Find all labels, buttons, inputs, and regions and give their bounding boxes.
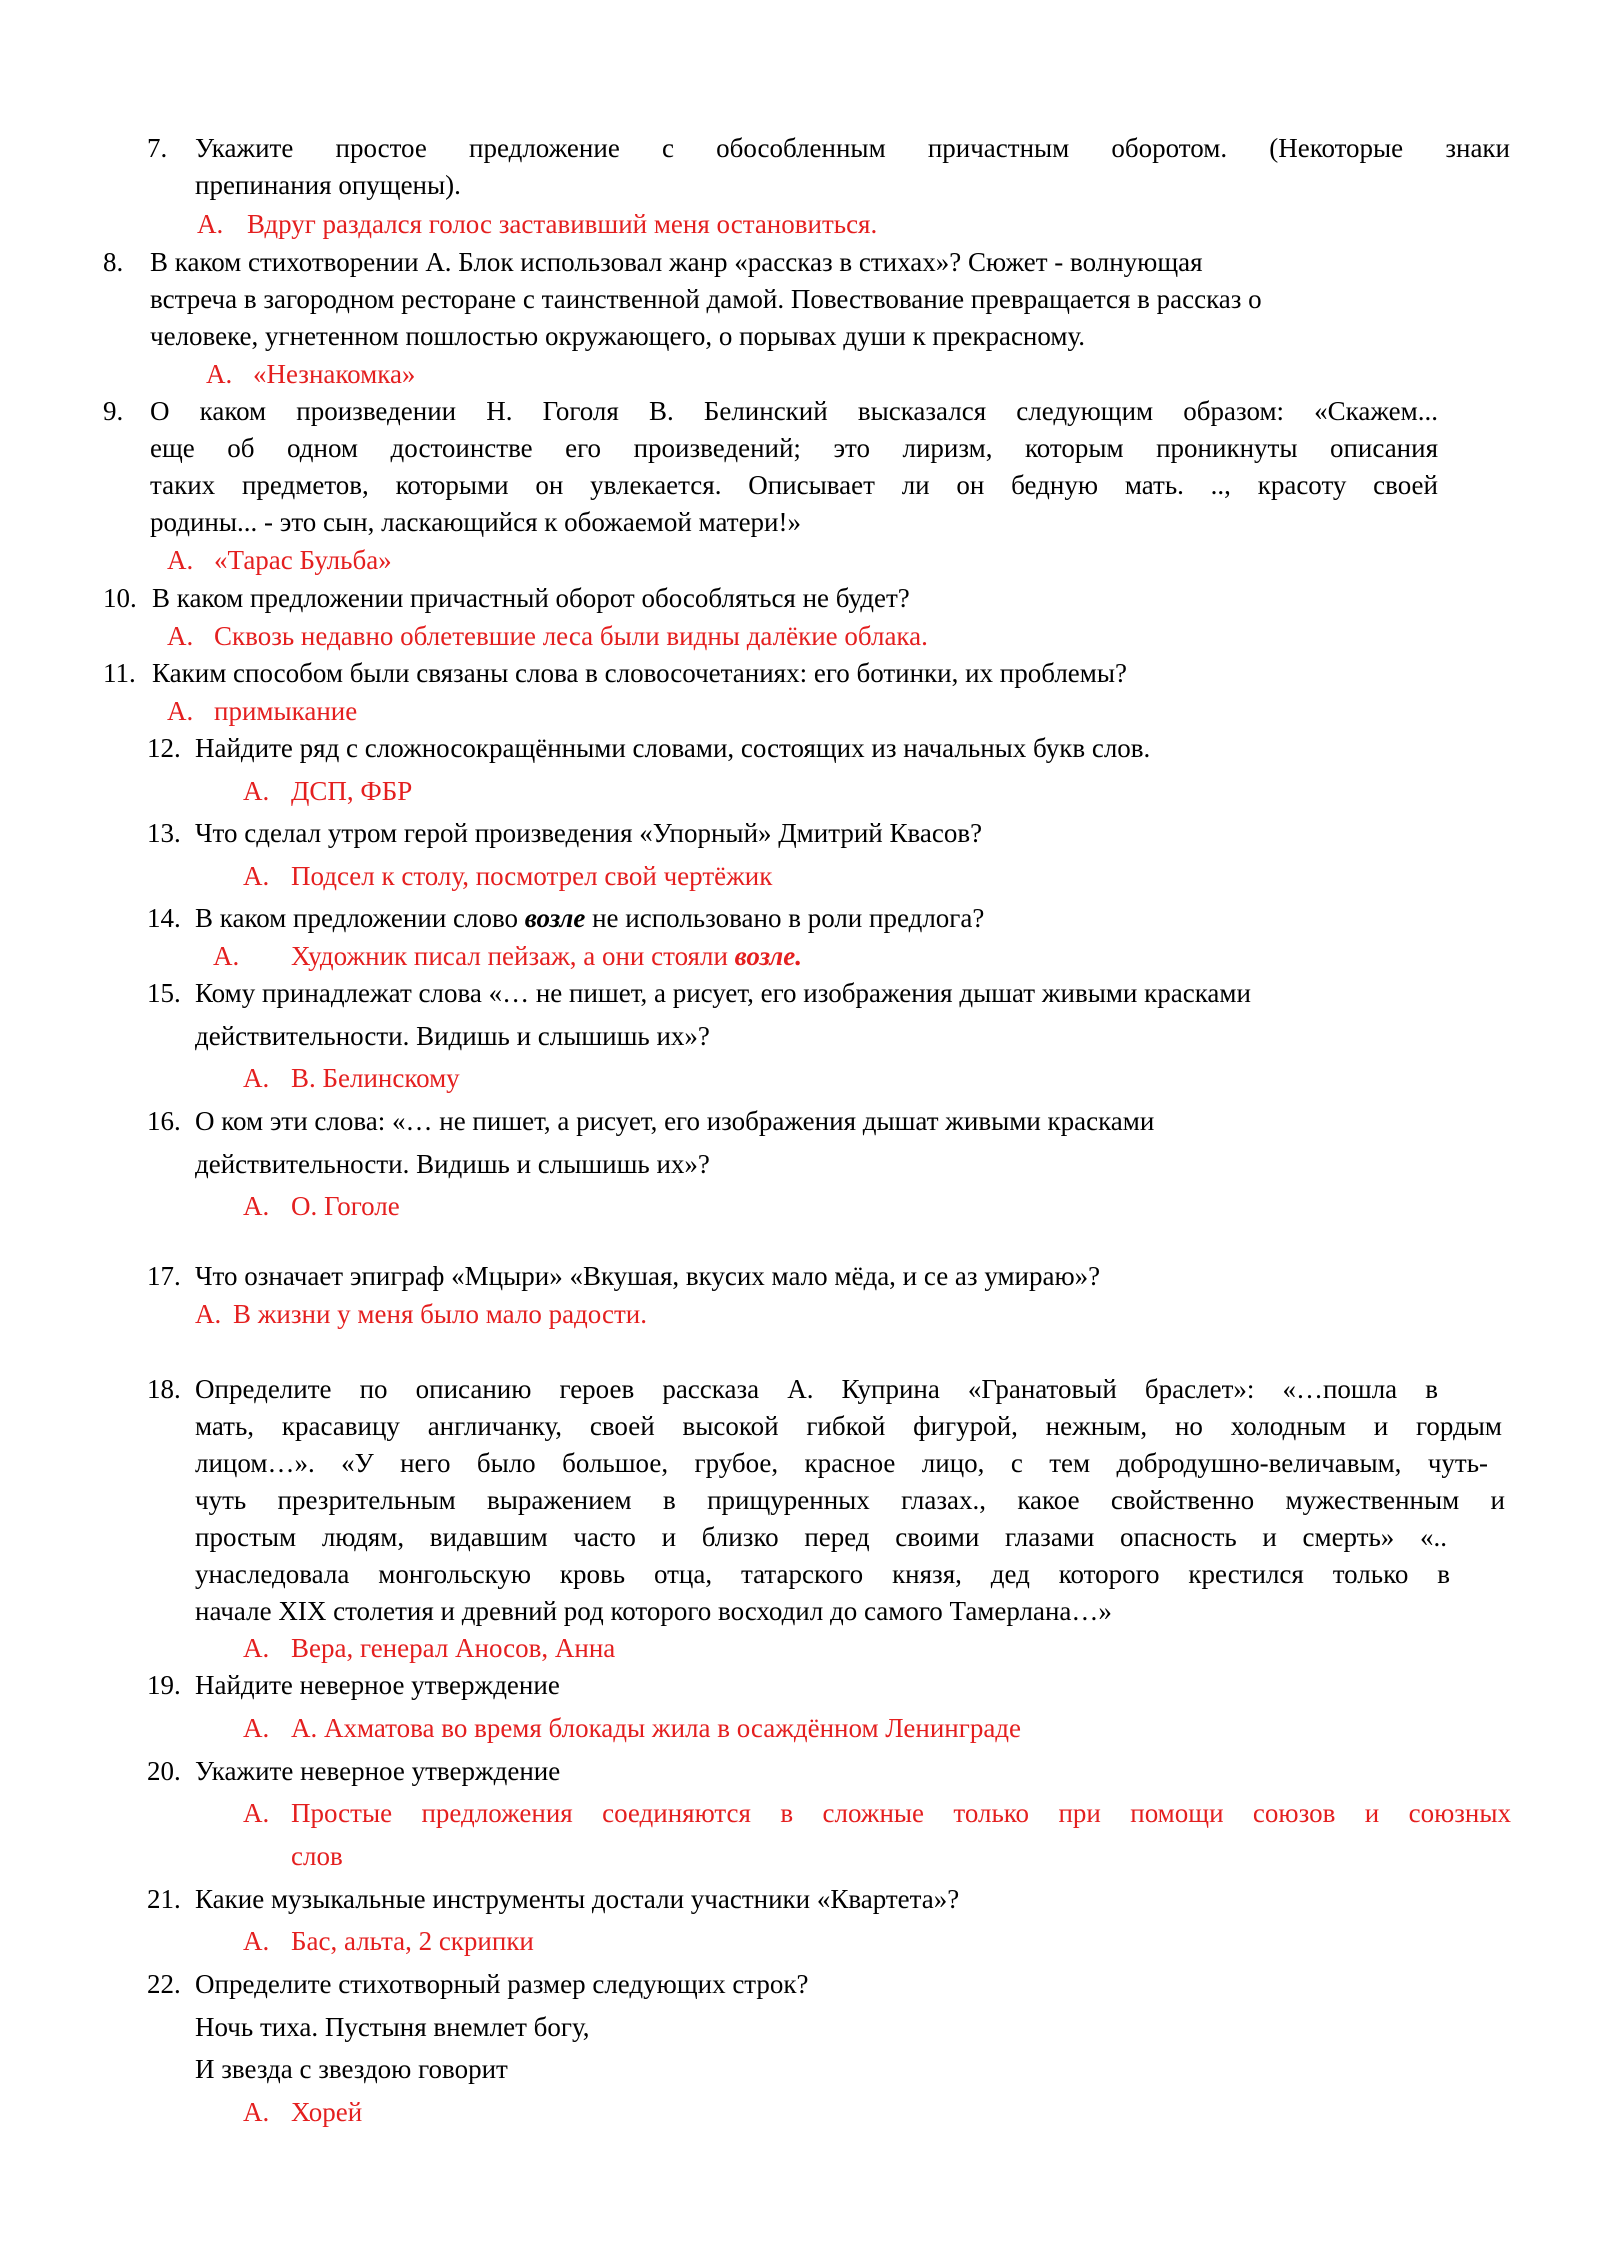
question-text: Найдите неверное утверждение <box>195 1670 560 1700</box>
answer-text: «Тарас Бульба» <box>214 545 392 575</box>
question-text: Укажите неверное утверждение <box>195 1756 561 1786</box>
question-number: 17. <box>147 1261 181 1291</box>
answer-label: А. <box>167 621 194 651</box>
poem-line: Ночь тиха. Пустыня внемлет богу, <box>195 2012 590 2042</box>
answer-label: А. <box>243 1063 270 1093</box>
question-number: 12. <box>147 733 181 763</box>
answer-text: «Незнакомка» <box>253 359 416 389</box>
question-number: 21. <box>147 1884 181 1914</box>
question-text: Кому принадлежат слова «… не пишет, а рисует, его изображения дышат живыми красками <box>195 978 1251 1008</box>
answer-text-part: Художник писал пейзаж, а они стояли <box>291 941 735 971</box>
answer-text: В. Белинскому <box>291 1063 460 1093</box>
question-number: 8. <box>103 247 124 277</box>
question-text: В каком стихотворении А. Блок использовал жанр «рассказ в стихах»? Сюжет - волнующая <box>150 247 1203 277</box>
answer-text: ДСП, ФБР <box>291 776 413 806</box>
answer-text: О. Гоголе <box>291 1191 400 1221</box>
question-text: препинания опущены). <box>195 170 461 200</box>
answer-label: А. <box>195 1299 222 1329</box>
answer-text: слов <box>291 1841 343 1871</box>
question-text: лицом…». «У него было большое, грубое, красное лицо, с тем добродушно-величавым, чуть- <box>195 1448 1488 1478</box>
question-text: О каком произведении Н. Гоголя В. Белинский высказался следующим образом: «Скажем... <box>150 396 1438 426</box>
question-text: начале XIX столетия и древний род которого восходил до самого Тамерлана…» <box>195 1596 1112 1626</box>
question-text: Что означает эпиграф «Мцыри» «Вкушая, вкусих мало мёда, и се аз умираю»? <box>195 1261 1101 1291</box>
question-text: Что сделал утром герой произведения «Упорный» Дмитрий Квасов? <box>195 818 983 848</box>
question-text: еще об одном достоинстве его произведений; это лиризм, которым проникнуты описания <box>150 433 1438 463</box>
question-number: 15. <box>147 978 181 1008</box>
answer-label: А. <box>243 1798 270 1828</box>
emphasized-word: возле <box>524 903 586 933</box>
question-text: В каком предложении причастный оборот обособляться не будет? <box>152 583 910 613</box>
question-number: 11. <box>103 658 136 688</box>
answer-text: А. Ахматова во время блокады жила в осаждённом Ленинграде <box>291 1713 1022 1743</box>
question-text: встреча в загородном ресторане с таинственной дамой. Повествование превращается в рассказ о <box>150 284 1262 314</box>
answer-text <box>291 938 802 975</box>
answer-text: Подсел к столу, посмотрел свой чертёжик <box>291 861 773 891</box>
answer-label: А. <box>243 1191 270 1221</box>
question-text: Определите по описанию героев рассказа А. Куприна «Гранатовый браслет»: «…пошла в <box>195 1374 1438 1404</box>
question-number: 19. <box>147 1670 181 1700</box>
poem-line: И звезда с звездою говорит <box>195 2054 508 2084</box>
question-text-part: В каком предложении слово <box>195 903 525 933</box>
question-text: действительности. Видишь и слышишь их»? <box>195 1149 710 1179</box>
answer-label: А. <box>197 209 224 239</box>
question-text: Какие музыкальные инструменты достали участники «Квартета»? <box>195 1884 960 1914</box>
answer-label: А. <box>243 861 270 891</box>
question-text: Укажите простое предложение с обособленным причастным оборотом. (Некоторые знаки <box>195 133 1510 163</box>
answer-label: А. <box>243 776 270 806</box>
question-number: 10. <box>103 583 137 613</box>
question-number: 9. <box>103 396 124 426</box>
answer-label: А. <box>243 1713 270 1743</box>
question-text: Найдите ряд с сложносокращёнными словами, состоящих из начальных букв слов. <box>195 733 1151 763</box>
question-number: 16. <box>147 1106 181 1136</box>
answer-label: А. <box>243 1633 270 1663</box>
answer-label: А. <box>167 696 194 726</box>
answer-text: В жизни у меня было мало радости. <box>233 1299 647 1329</box>
question-text: человеке, угнетенном пошлостью окружающего, о порывах души к прекрасному. <box>150 321 1085 351</box>
question-text: родины... - это сын, ласкающийся к обожаемой матери!» <box>150 507 801 537</box>
question-text: унаследовала монгольскую кровь отца, татарского князя, дед которого крестился только в <box>195 1559 1450 1589</box>
answer-text: Вера, генерал Аносов, Анна <box>291 1633 616 1663</box>
question-number: 22. <box>147 1969 181 1999</box>
question-text: мать, красавицу англичанку, своей высокой гибкой фигурой, нежным, но холодным и гордым <box>195 1411 1502 1441</box>
answer-text: примыкание <box>214 696 358 726</box>
question-number: 7. <box>147 133 168 163</box>
question-number: 13. <box>147 818 181 848</box>
answer-text: Бас, альта, 2 скрипки <box>291 1926 534 1956</box>
answer-label: А. <box>243 1926 270 1956</box>
question-text: простым людям, видавшим часто и близко перед своими глазами опасность и смерть» «.. <box>195 1522 1447 1552</box>
answer-text: Вдруг раздался голос заставивший меня остановиться. <box>247 209 878 239</box>
answer-label: А. <box>213 941 240 971</box>
answer-label: А. <box>206 359 233 389</box>
question-text: таких предметов, которыми он увлекается. Описывает ли он бедную мать. .., красоту своей <box>150 470 1438 500</box>
answer-text: Сквозь недавно облетевшие леса были видны далёкие облака. <box>214 621 928 651</box>
question-text: Каким способом были связаны слова в словосочетаниях: его ботинки, их проблемы? <box>152 658 1127 688</box>
question-number: 14. <box>147 903 181 933</box>
question-text: О ком эти слова: «… не пишет, а рисует, его изображения дышат живыми красками <box>195 1106 1155 1136</box>
question-text: Определите стихотворный размер следующих строк? <box>195 1969 809 1999</box>
answer-label: А. <box>243 2097 270 2127</box>
question-text: действительности. Видишь и слышишь их»? <box>195 1021 710 1051</box>
question-text: чуть презрительным выражением в прищуренных глазах., какое свойственно мужественным и <box>195 1485 1505 1515</box>
question-text-part: не использовано в роли предлога? <box>585 903 985 933</box>
question-number: 20. <box>147 1756 181 1786</box>
question-text <box>195 900 984 937</box>
question-number: 18. <box>147 1374 181 1404</box>
emphasized-word: возле. <box>734 941 802 971</box>
answer-text: Хорей <box>291 2097 363 2127</box>
answer-text: Простые предложения соединяются в сложные только при помощи союзов и союзных <box>291 1798 1511 1828</box>
answer-label: А. <box>167 545 194 575</box>
